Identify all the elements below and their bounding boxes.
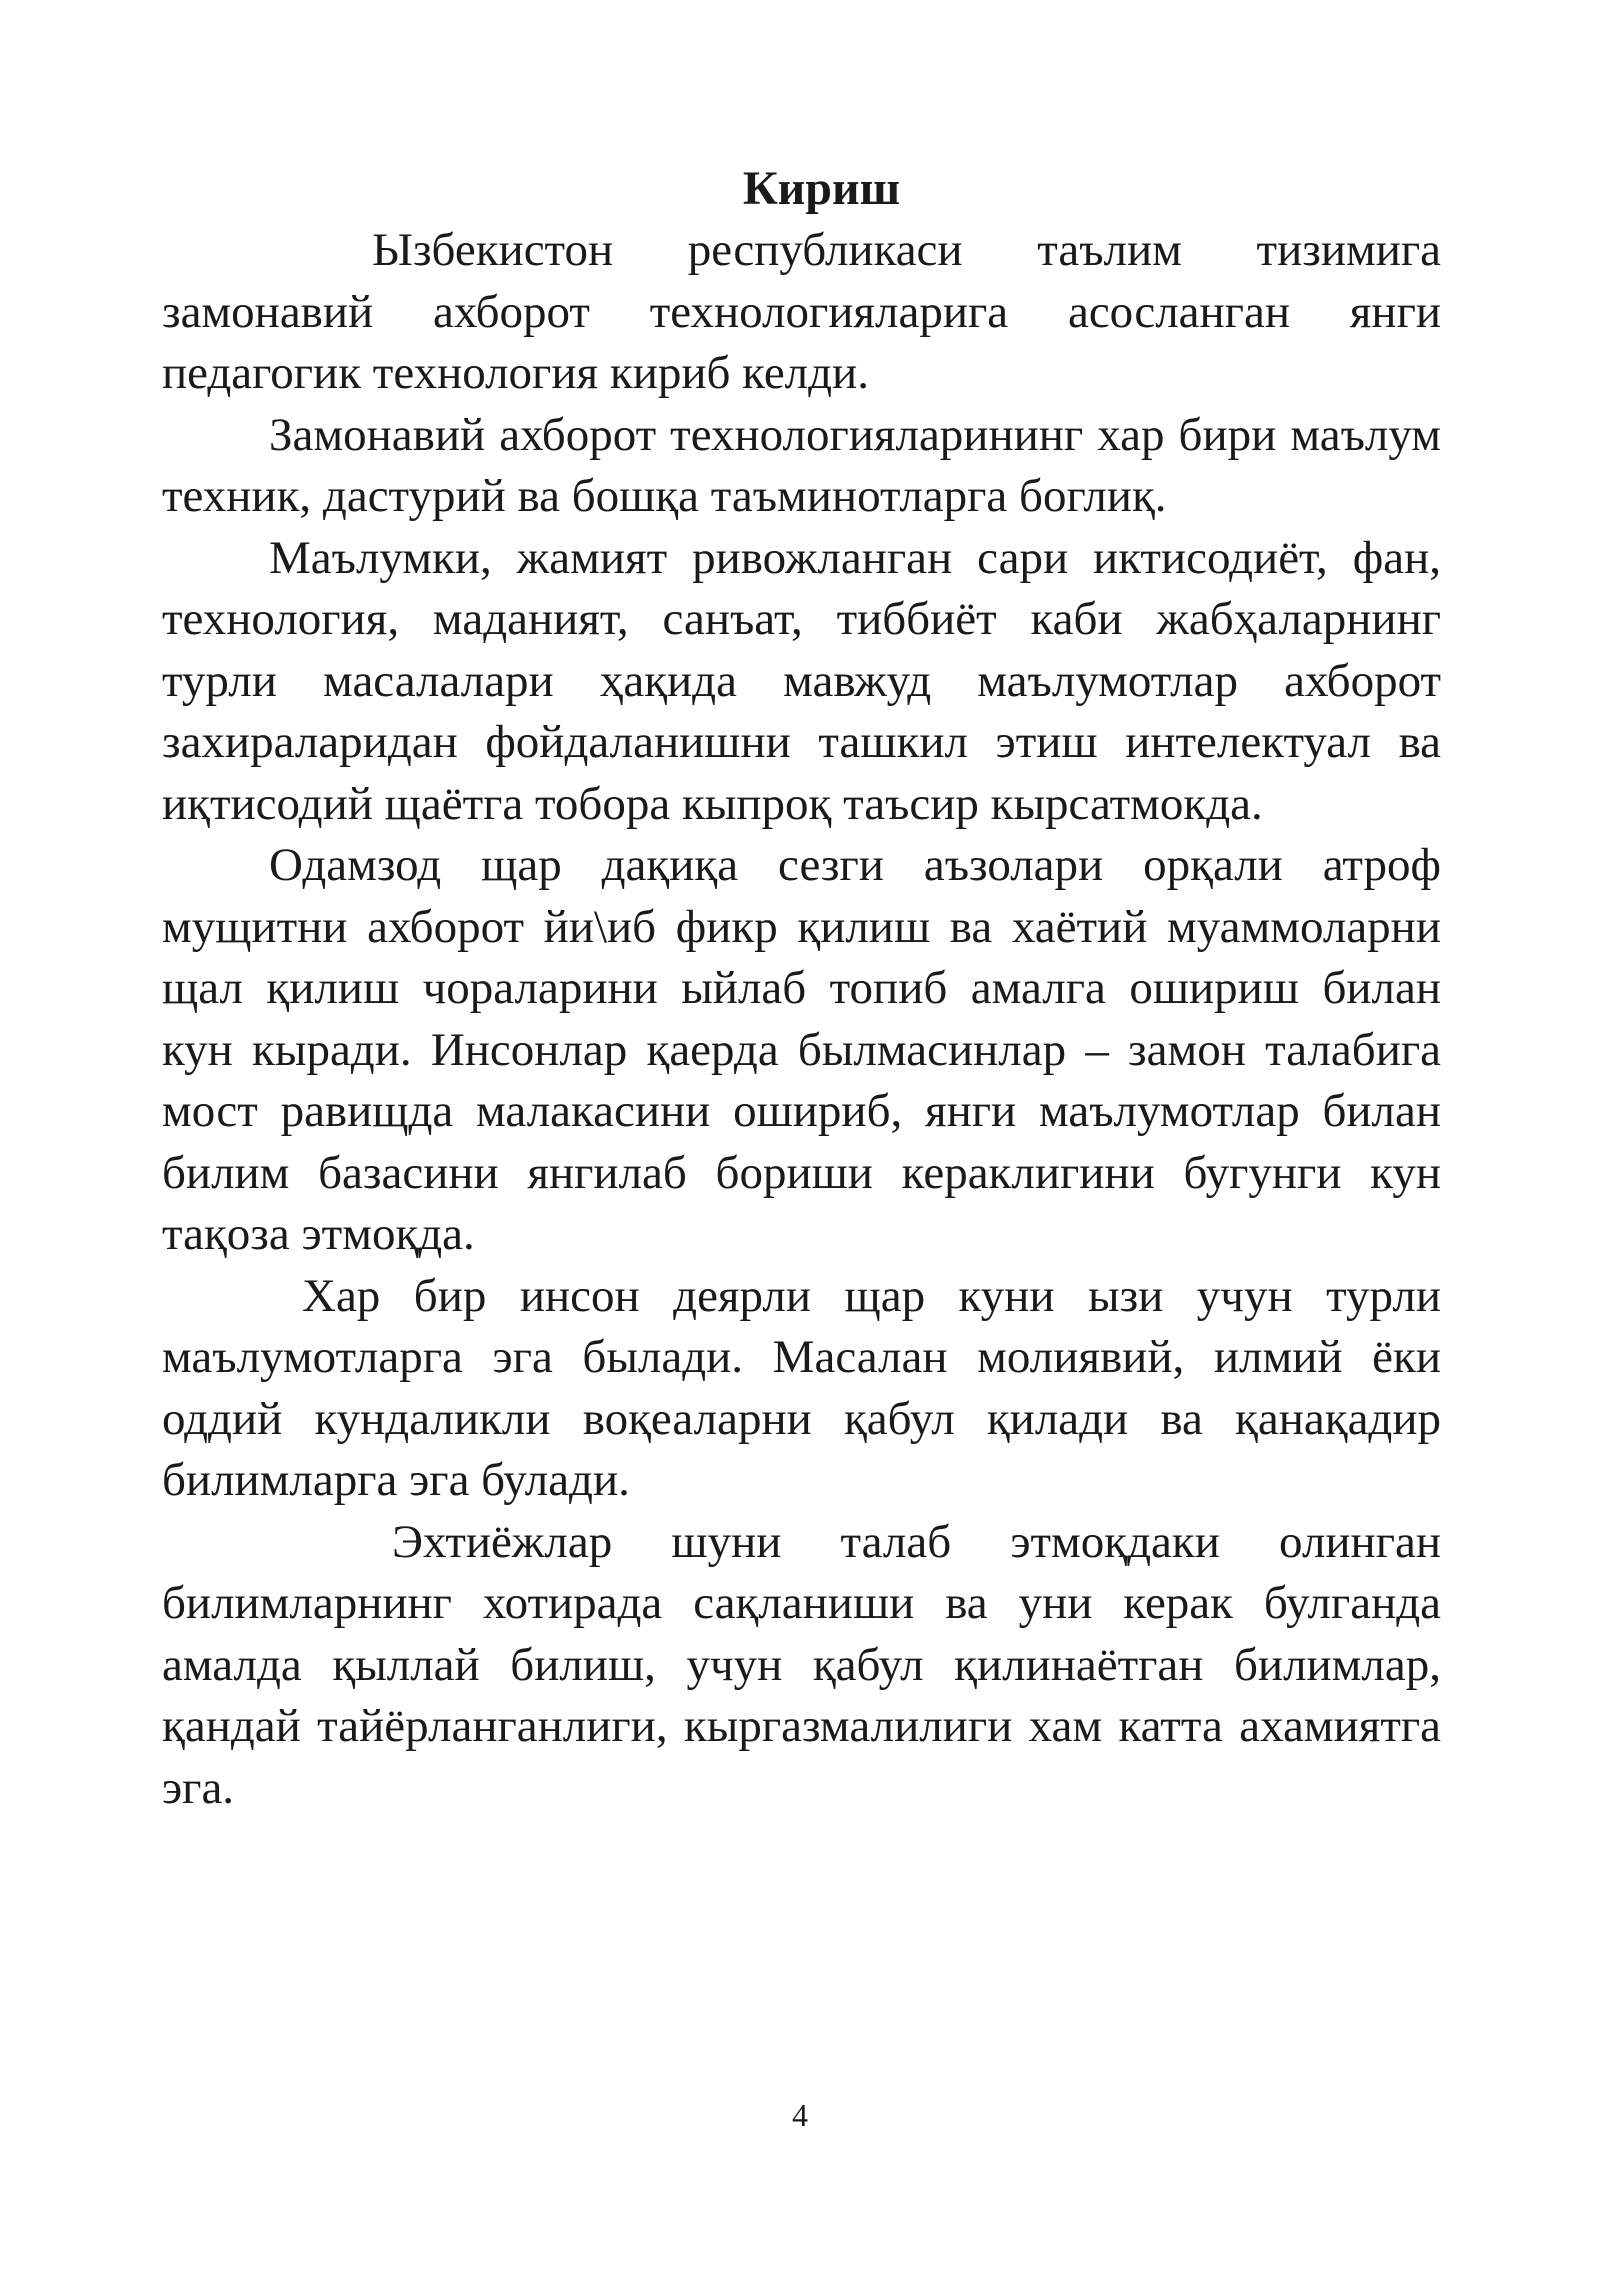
paragraph-2: Замонавий ахборот технологияларининг хар бири маълум техник, дастурий ва бошқа таъминотларга боглиқ. <box>162 408 1441 522</box>
paragraph-5: Хар бир инсон деярли щар куни ызи учун турли маълумотларга эга былади. Масалан молиявий, илмий ёки оддий кундаликли воқеаларни қабул қилади ва қанақадир билимларга эга булади. <box>162 1269 1441 1506</box>
paragraph-1: Ызбекистон республикаси таълим тизимига замонавий ахборот технологияларига асосланган янги педагогик технология кириб келди. <box>162 224 1441 399</box>
page-content <box>162 158 1441 1819</box>
page-number: 4 <box>792 2097 808 2133</box>
paragraph-3: Маълумки, жамият ривожланган сари иктисодиёт, фан, технология, маданият, санъат, тиббиёт каби жабҳаларнинг турли масалалари ҳақида мавжуд маълумотлар ахборот захираларидан фойдаланишни ташкил этиш интелектуал ва иқтисодий щаётга тобора кыпроқ таъсир кырсатмокда. <box>162 531 1441 830</box>
paragraph-4: Одамзод щар дақиқа сезги аъзолари орқали атроф мущитни ахборот йи\иб фикр қилиш ва хаётий муаммоларни щал қилиш чораларини ыйлаб топиб амалга ошириш билан кун кыради. Инсонлар қаерда былмасинлар – замон талабига мост равищда малакасини ошириб, янги маълумотлар билан билим базасини янгилаб бориши кераклигини бугунги кун тақоза этмоқда. <box>162 839 1441 1260</box>
page-title: Кириш <box>742 162 901 215</box>
paragraph-6: Эхтиёжлар шуни талаб этмоқдаки олинган билимларнинг хотирада сақланиши ва уни керак булганда амалда қыллай билиш, учун қабул қилинаётган билимлар, қандай тайёрланганлиги, кыргазмалилиги хам катта ахамиятга эга. <box>162 1515 1441 1814</box>
